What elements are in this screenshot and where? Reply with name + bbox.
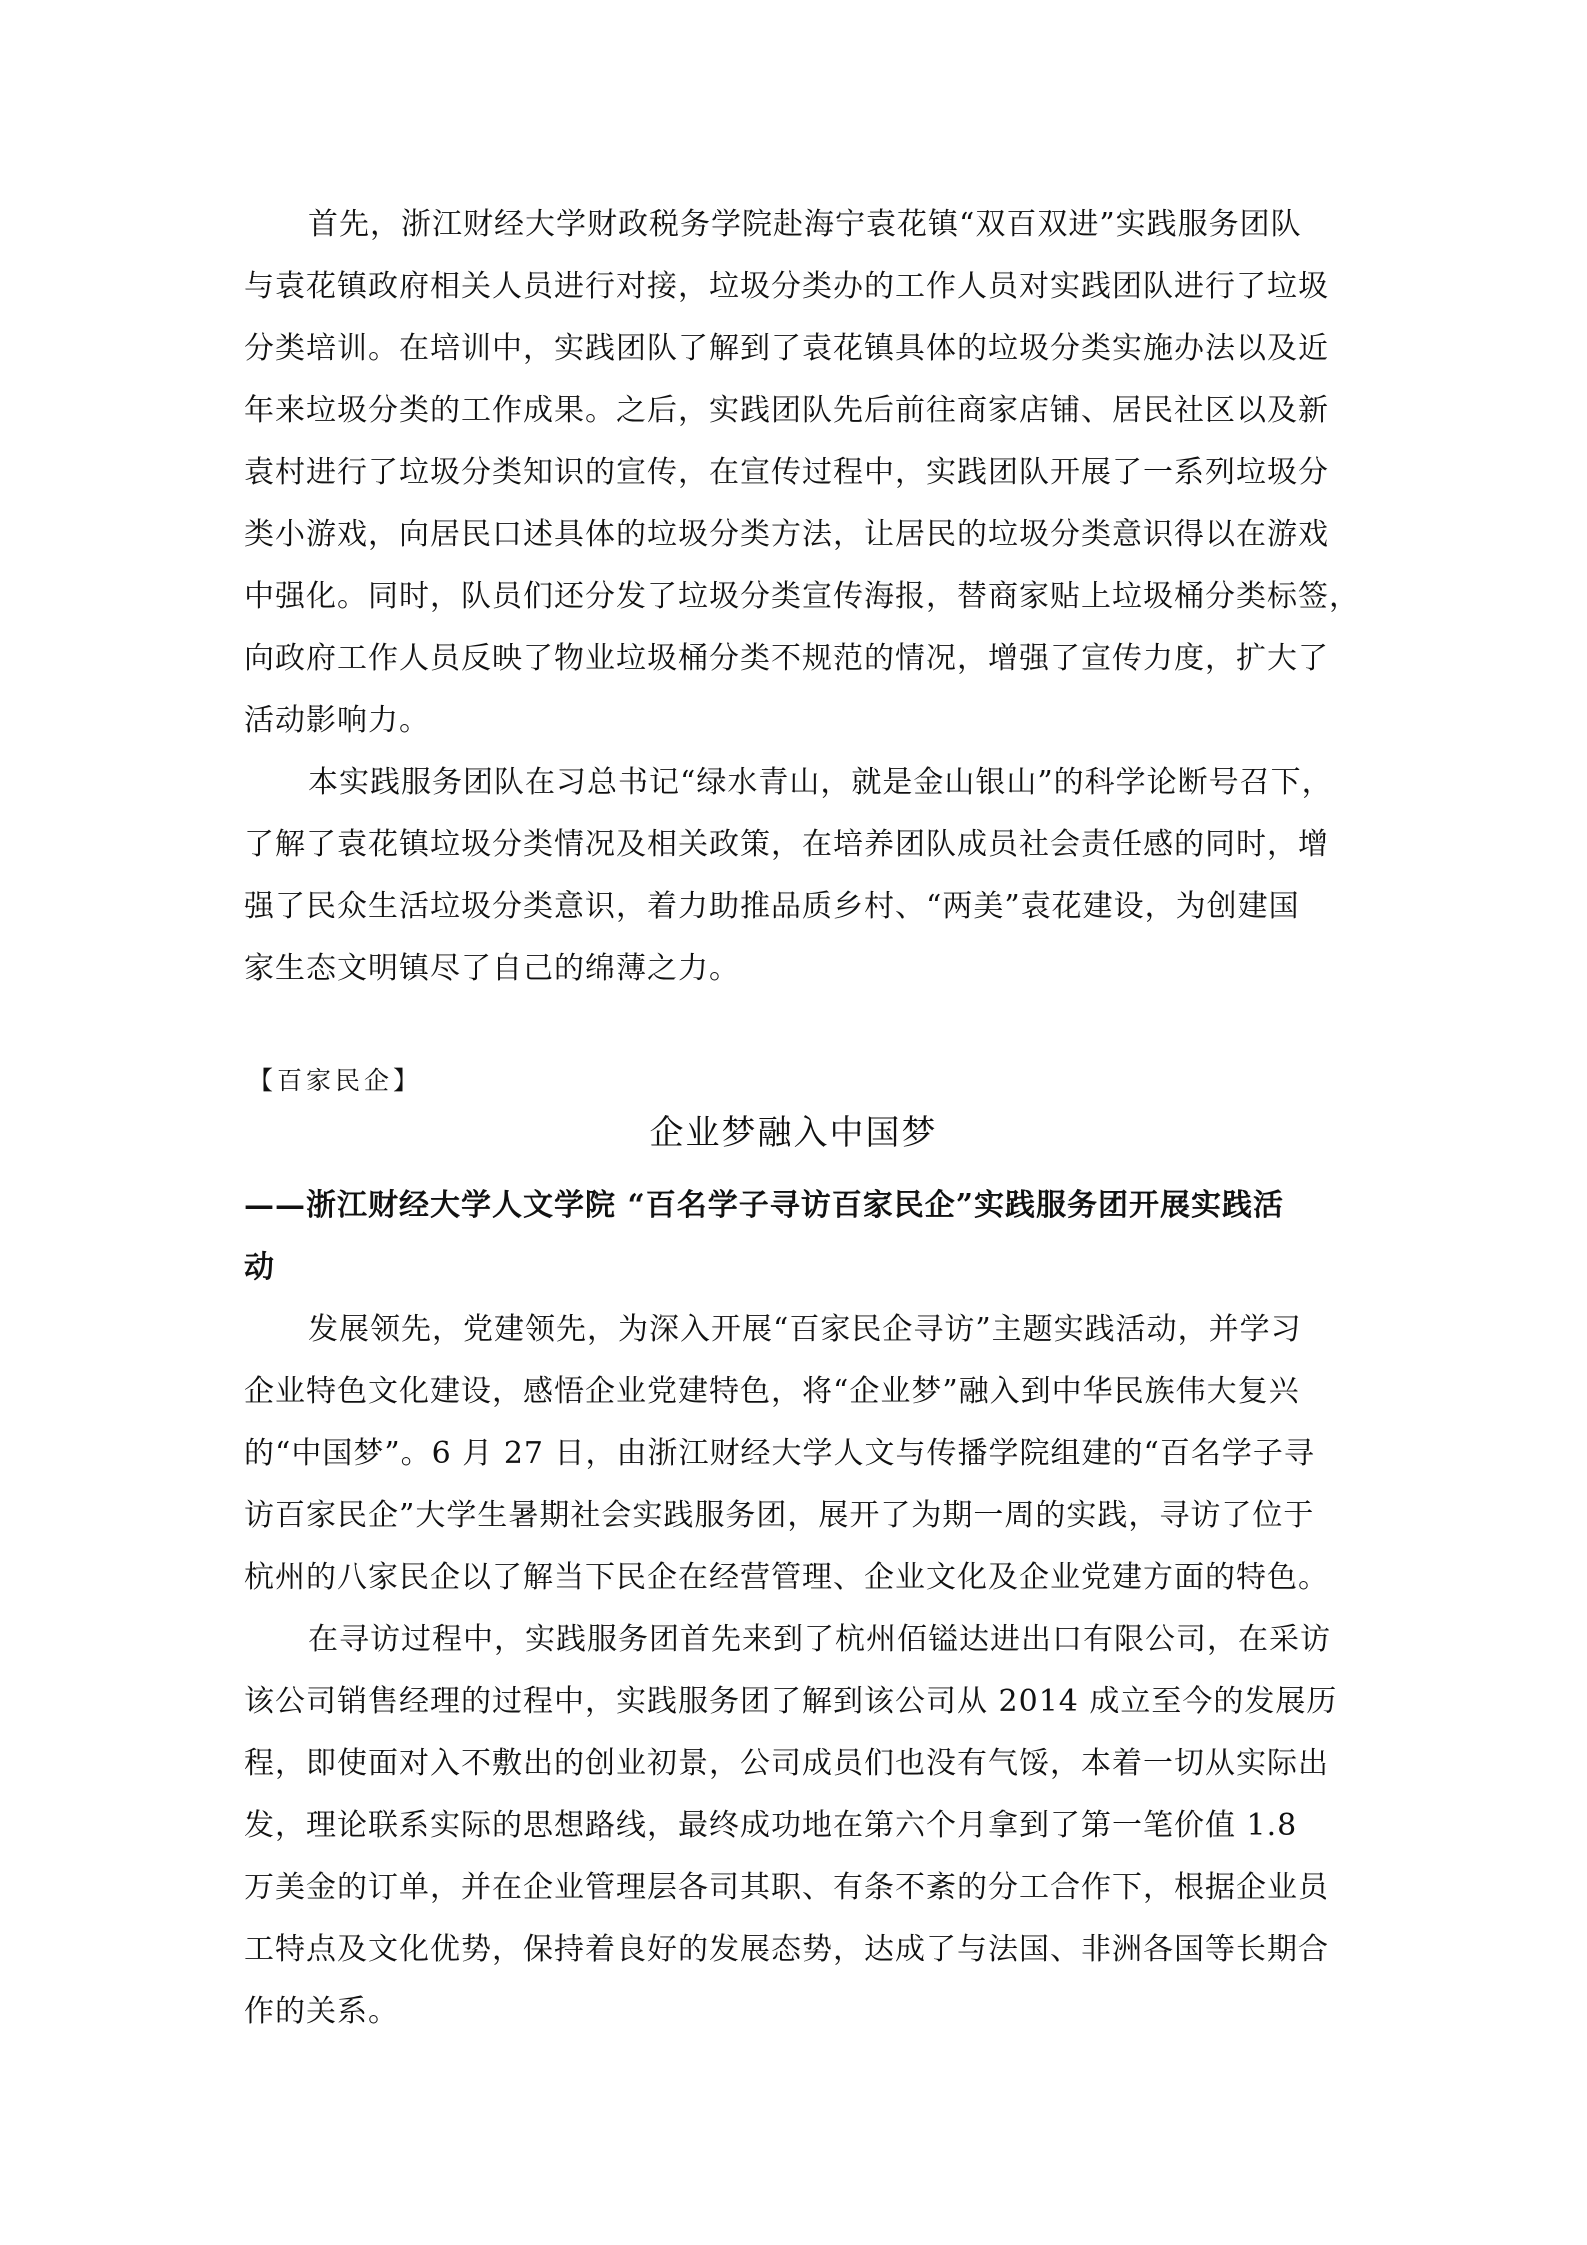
paragraph-line: 的“中国梦”。6 月 27 日，由浙江财经大学人文与传播学院组建的“百名学子寻 (244, 1436, 1315, 1471)
paragraph-line: 与袁花镇政府相关人员进行对接，垃圾分类办的工作人员对实践团队进行了垃圾 (244, 269, 1329, 304)
paragraph-line: 类小游戏，向居民口述具体的垃圾分类方法，让居民的垃圾分类意识得以在游戏 (244, 517, 1329, 552)
paragraph-line: 工特点及文化优势，保持着良好的发展态势，达成了与法国、非洲各国等长期合 (244, 1932, 1329, 1967)
paragraph-line: 该公司销售经理的过程中，实践服务团了解到该公司从 2014 成立至今的发展历 (244, 1684, 1338, 1719)
paragraph-line: 万美金的订单，并在企业管理层各司其职、有条不紊的分工合作下，根据企业员 (244, 1870, 1329, 1905)
paragraph-line: 袁村进行了垃圾分类知识的宣传，在宣传过程中，实践团队开展了一系列垃圾分 (244, 455, 1329, 490)
paragraph-line: 本实践服务团队在习总书记“绿水青山，就是金山银山”的科学论断号召下， (308, 765, 1333, 800)
paragraph-line: 发，理论联系实际的思想路线，最终成功地在第六个月拿到了第一笔价值 1.8 (244, 1808, 1298, 1843)
paragraph-line: 首先，浙江财经大学财政税务学院赴海宁袁花镇“双百双进”实践服务团队 (308, 207, 1302, 242)
article-subtitle: 动 (244, 1250, 275, 1285)
paragraph-line: 向政府工作人员反映了物业垃圾桶分类不规范的情况，增强了宣传力度，扩大了 (244, 641, 1329, 676)
paragraph-line: 发展领先，党建领先，为深入开展“百家民企寻访”主题实践活动，并学习 (308, 1312, 1302, 1347)
paragraph-line: 访百家民企”大学生暑期社会实践服务团，展开了为期一周的实践，寻访了位于 (244, 1498, 1315, 1533)
paragraph-line: 分类培训。在培训中，实践团队了解到了袁花镇具体的垃圾分类实施办法以及近 (244, 331, 1329, 366)
article-subtitle: ——浙江财经大学人文学院 “百名学子寻访百家民企”实践服务团开展实践活 (244, 1188, 1284, 1223)
paragraph-line: 了解了袁花镇垃圾分类情况及相关政策，在培养团队成员社会责任感的同时，增 (244, 827, 1329, 862)
paragraph-line: 程，即使面对入不敷出的创业初景，公司成员们也没有气馁，本着一切从实际出 (244, 1746, 1329, 1781)
paragraph-line: 中强化。同时，队员们还分发了垃圾分类宣传海报，替商家贴上垃圾桶分类标签， (244, 579, 1360, 614)
article-title: 企业梦融入中国梦 (649, 1113, 938, 1153)
paragraph-line: 杭州的八家民企以了解当下民企在经营管理、企业文化及企业党建方面的特色。 (244, 1560, 1329, 1595)
paragraph-line: 强了民众生活垃圾分类意识，着力助推品质乡村、“两美”袁花建设，为创建国 (244, 889, 1300, 924)
paragraph-line: 企业特色文化建设，感悟企业党建特色，将“企业梦”融入到中华民族伟大复兴 (244, 1374, 1300, 1409)
paragraph-line: 家生态文明镇尽了自己的绵薄之力。 (244, 951, 740, 986)
paragraph-line: 作的关系。 (244, 1994, 399, 2029)
paragraph-line: 在寻访过程中，实践服务团首先来到了杭州佰镒达进出口有限公司，在采访 (308, 1622, 1331, 1657)
paragraph-line: 活动影响力。 (244, 703, 430, 738)
paragraph-line: 年来垃圾分类的工作成果。之后，实践团队先后前往商家店铺、居民社区以及新 (244, 393, 1329, 428)
section-label: 【百家民企】 (248, 1066, 423, 1095)
